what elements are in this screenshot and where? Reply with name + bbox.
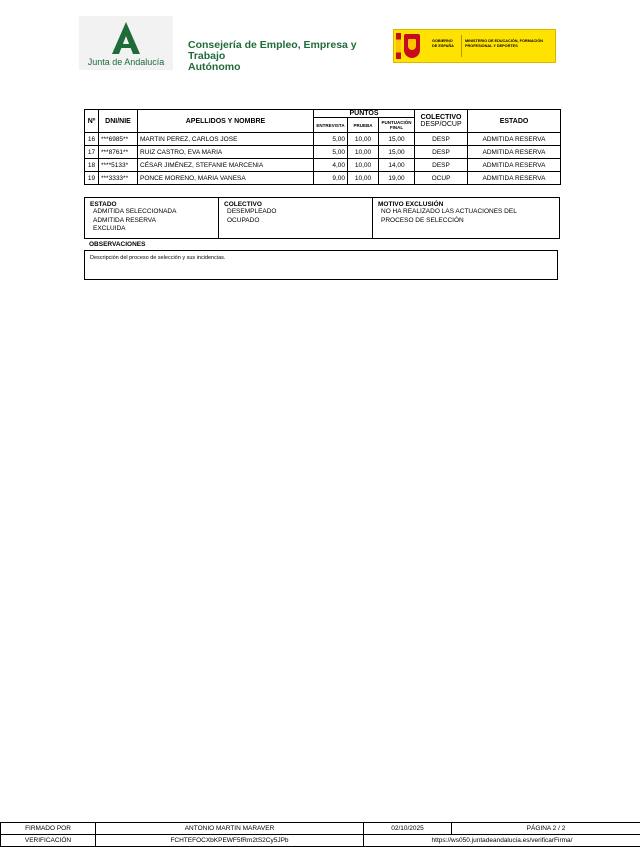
legend-motivo-title: MOTIVO EXCLUSIÓN [378,201,444,208]
spain-flag-stripe-icon [396,33,401,59]
cell-num: 16 [85,133,99,146]
legend-colectivo [218,198,372,238]
cell-entrevista: 5,00 [314,146,348,159]
table-row [85,172,561,185]
cell-prueba: 10,00 [348,133,379,146]
cell-prueba: 10,00 [348,172,379,185]
legend-motivo-text: NO HA REALIZADO LAS ACTUACIONES DEL PROCESO DE SELECCIÓN [381,208,517,224]
legend-colectivo-item: DESEMPLEADO [227,208,277,215]
footer-row-firmado [1,823,640,835]
junta-logo-mark-icon [109,20,143,56]
header-colectivo-title: COLECTIVO [420,114,462,121]
signature-footer [0,822,640,847]
cell-estado: ADMITIDA RESERVA [468,133,561,146]
cell-nombre: PONCE MORENO, MARIA VANESA [138,172,314,185]
cell-nombre: CÉSAR JIMÉNEZ, STEFANIE MARCENIA [138,159,314,172]
consejeria-title [188,40,388,73]
cell-num: 17 [85,146,99,159]
cell-estado: ADMITIDA RESERVA [468,159,561,172]
ministerio-text: MINISTERIO DE EDUCACIÓN, FORMACIÓN PROFESIONAL Y DEPORTES [465,39,544,48]
junta-logo-text: Junta de Andalucía [87,57,165,67]
junta-andalucia-logo [79,16,173,70]
header-prueba: PRUEBA [348,118,379,133]
legend-box [84,197,560,239]
verificacion-codigo: FCHTEFOCXbKPEWF5fRm2tS2Cy5JPb [96,835,364,847]
footer-row-verificacion [1,835,640,847]
header-entrevista: ENTREVISTA [314,118,348,133]
header-nombre: APELLIDOS Y NOMBRE [138,110,314,133]
cell-dni: ***3333** [99,172,138,185]
cell-final: 15,00 [379,146,415,159]
cell-nombre: MARTIN PEREZ, CARLOS JOSE [138,133,314,146]
cell-entrevista: 9,00 [314,172,348,185]
consejeria-line-2: Autónomo [188,61,241,73]
logo-divider [461,35,462,57]
cell-num: 19 [85,172,99,185]
legend-estado [85,198,218,238]
cell-dni: ****5133* [99,159,138,172]
cell-estado: ADMITIDA RESERVA [468,146,561,159]
cell-prueba: 10,00 [348,146,379,159]
cell-estado: ADMITIDA RESERVA [468,172,561,185]
table-header-row [85,110,561,118]
cell-colectivo: DESP [415,159,468,172]
legend-estado-item: EXCLUIDA [93,225,126,232]
cell-dni: ***8761** [99,146,138,159]
observaciones-title: OBSERVACIONES [89,241,146,248]
legend-colectivo-title: COLECTIVO [224,201,262,208]
pagina-indicator: PÁGINA 2 / 2 [452,823,640,835]
cell-entrevista: 5,00 [314,133,348,146]
cell-colectivo: OCUP [415,172,468,185]
cell-num: 18 [85,159,99,172]
legend-estado-item: ADMITIDA RESERVA [93,216,156,224]
legend-estado-title: ESTADO [90,201,117,208]
cell-final: 15,00 [379,133,415,146]
observaciones-text: Descripción del proceso de selección y sus incidencias. [90,255,226,261]
ministerio-logo [393,29,556,63]
table-row [85,146,561,159]
legend-motivo [372,198,559,238]
header-colectivo [415,110,468,133]
cell-colectivo: DESP [415,133,468,146]
header-estado: ESTADO [468,110,561,133]
cell-entrevista: 4,00 [314,159,348,172]
cell-final: 19,00 [379,172,415,185]
firmante-name: ANTONIO MARTIN MARAVER [96,823,364,835]
results-table [84,109,561,185]
verificacion-url[interactable]: https://ws050.juntadeandalucia.es/verificarFirma/ [364,835,640,847]
firmado-label: FIRMADO POR [1,823,96,835]
cell-final: 14,00 [379,159,415,172]
coat-of-arms-icon [404,34,420,58]
cell-prueba: 10,00 [348,159,379,172]
legend-estado-item: ADMITIDA SELECCIONADA [93,208,177,215]
header-num: Nº [85,110,99,133]
header-colectivo-sub: DESP/OCUP [420,121,462,128]
observaciones-box [84,250,558,280]
gobierno-text: GOBIERNO DE ESPAÑA [432,39,454,48]
consejeria-line-1: Consejería de Empleo, Empresa y Trabajo [188,39,357,62]
cell-dni: ***6985** [99,133,138,146]
header-puntos: PUNTOS [314,110,415,118]
legend-colectivo-item: OCUPADO [227,216,260,224]
firma-fecha: 02/10/2025 [364,823,452,835]
table-row [85,133,561,146]
verificacion-label: VERIFICACIÓN [1,835,96,847]
cell-nombre: RUIZ CASTRO, EVA MARIA [138,146,314,159]
cell-colectivo: DESP [415,146,468,159]
table-row [85,159,561,172]
header-dni: DNI/NIE [99,110,138,133]
header-puntuacion-final: PUNTUACIÓN FINAL [379,118,415,133]
